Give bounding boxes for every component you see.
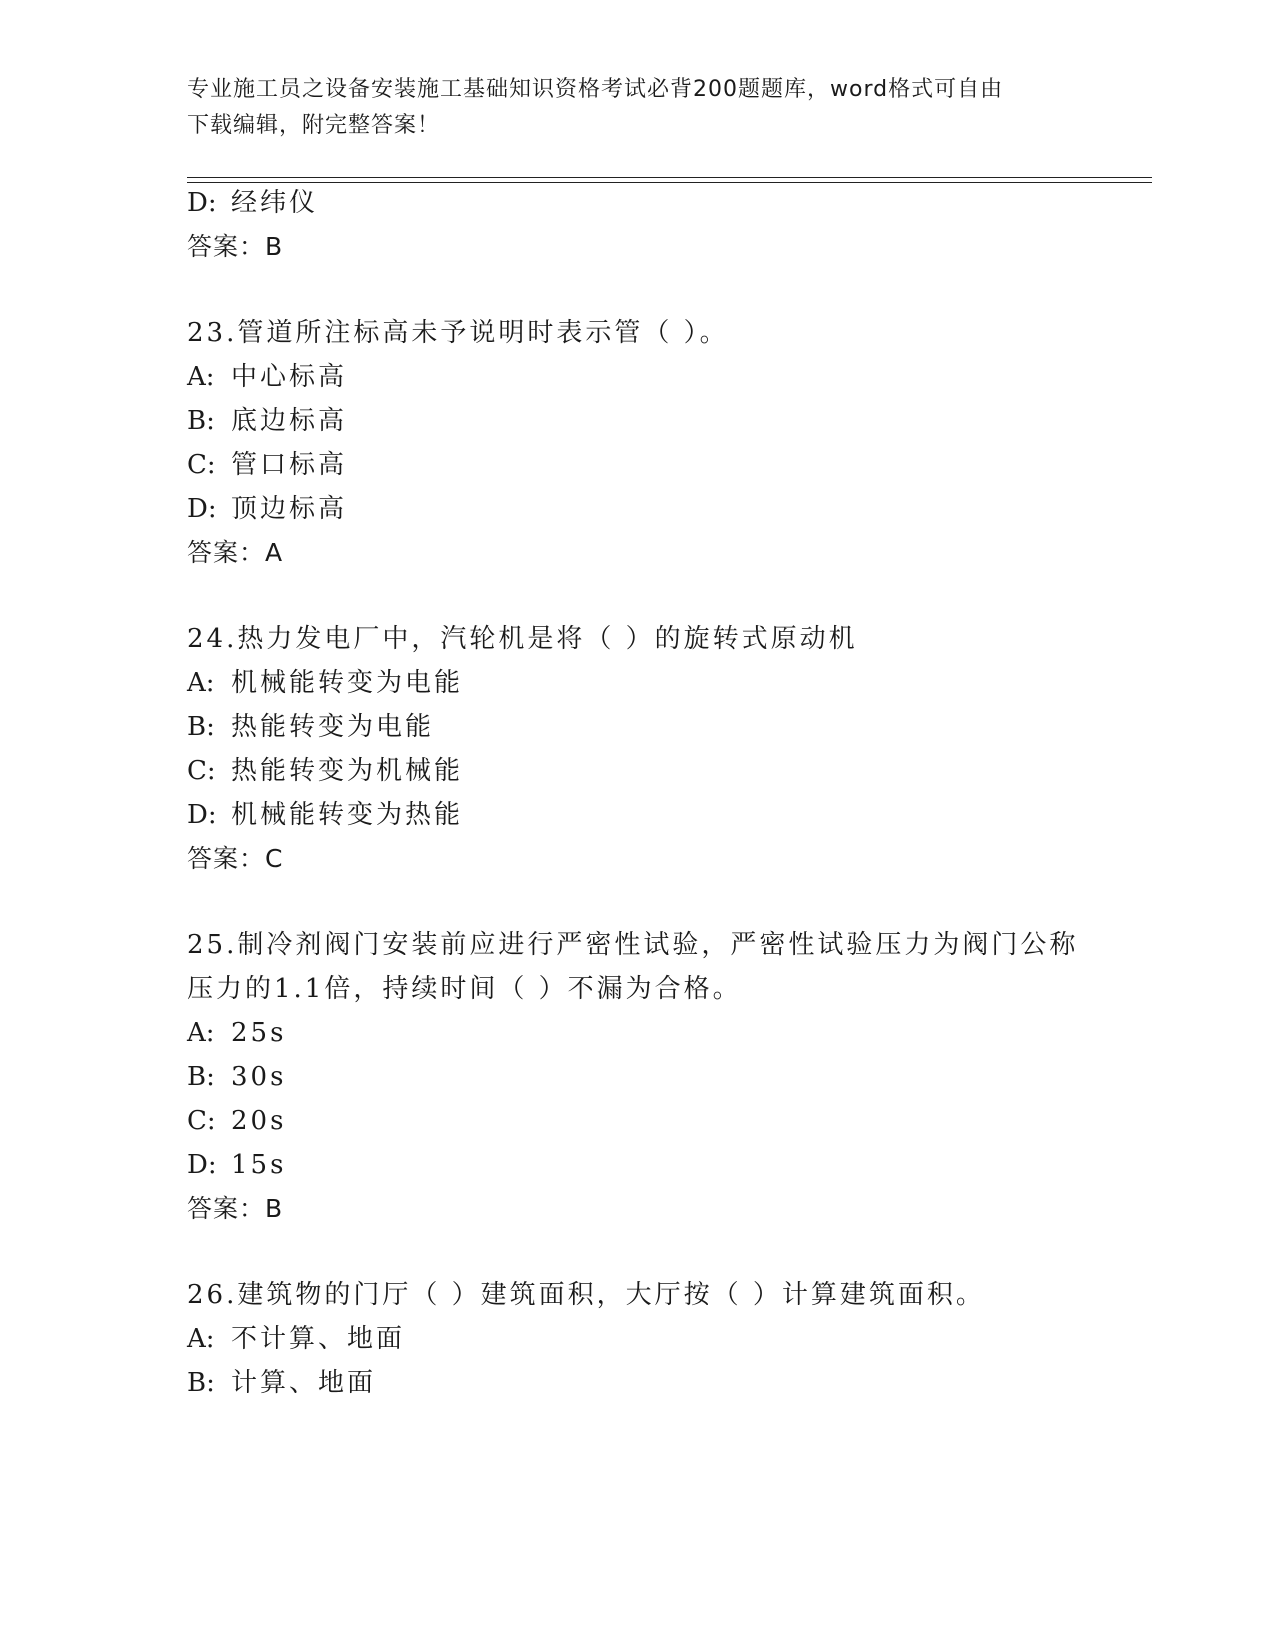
header-title-line-1: 专业施工员之设备安装施工基础知识资格考试必背200题题库，word格式可自由 xyxy=(187,77,1004,102)
option-letter: B: xyxy=(187,1062,215,1092)
question-24-option-b xyxy=(187,712,434,742)
question-25-option-c xyxy=(187,1106,286,1136)
option-letter: D: xyxy=(187,188,217,218)
prev-question-answer: 答案：B xyxy=(187,232,284,261)
option-letter: D: xyxy=(187,494,217,524)
option-letter: C: xyxy=(187,756,216,786)
question-24-option-d xyxy=(187,800,463,830)
option-letter: B: xyxy=(187,712,215,742)
option-text: 机械能转变为电能 xyxy=(231,668,464,698)
question-24-stem: 24.热力发电厂中，汽轮机是将（ ）的旋转式原动机 xyxy=(187,624,858,654)
question-25-option-a xyxy=(187,1018,286,1048)
option-text: 20s xyxy=(231,1106,287,1136)
option-letter: C: xyxy=(187,450,216,480)
question-23-option-c xyxy=(187,450,347,480)
question-25-option-b xyxy=(187,1062,286,1092)
question-26-option-a xyxy=(187,1324,405,1354)
option-text: 30s xyxy=(231,1062,287,1092)
option-text: 机械能转变为热能 xyxy=(231,800,464,830)
question-26-stem: 26.建筑物的门厅（ ）建筑面积，大厅按（ ）计算建筑面积。 xyxy=(187,1280,985,1310)
question-25-stem-line-1: 25.制冷剂阀门安装前应进行严密性试验，严密性试验压力为阀门公称 xyxy=(187,930,1079,960)
option-text: 管口标高 xyxy=(231,450,348,480)
option-text: 热能转变为机械能 xyxy=(231,756,464,786)
header-divider-bottom xyxy=(187,182,1152,183)
option-letter: C: xyxy=(187,1106,216,1136)
prev-question-option-d xyxy=(187,188,318,218)
question-23-option-d xyxy=(187,494,347,524)
question-23-option-b xyxy=(187,406,347,436)
option-letter: D: xyxy=(187,800,217,830)
option-text: 25s xyxy=(231,1018,287,1048)
option-letter: A: xyxy=(187,362,215,392)
option-text: 不计算、地面 xyxy=(231,1324,406,1354)
option-letter: A: xyxy=(187,1324,215,1354)
option-text: 底边标高 xyxy=(231,406,348,436)
option-letter: B: xyxy=(187,1368,215,1398)
option-letter: B: xyxy=(187,406,215,436)
option-text: 顶边标高 xyxy=(231,494,348,524)
question-24-answer: 答案：C xyxy=(187,844,284,873)
question-24-option-c xyxy=(187,756,463,786)
option-letter: A: xyxy=(187,1018,215,1048)
question-25-answer: 答案：B xyxy=(187,1194,284,1223)
option-text: 中心标高 xyxy=(231,362,348,392)
header-divider-top xyxy=(187,177,1152,178)
option-text: 经纬仪 xyxy=(231,188,319,218)
header-title-line-2: 下载编辑，附完整答案！ xyxy=(187,113,441,138)
question-23-answer: 答案：A xyxy=(187,538,284,567)
question-23-stem: 23.管道所注标高未予说明时表示管（ ）。 xyxy=(187,318,729,348)
document-header xyxy=(187,72,1087,144)
option-text: 热能转变为电能 xyxy=(231,712,435,742)
question-26-option-b xyxy=(187,1368,376,1398)
question-25-option-d xyxy=(187,1150,286,1180)
option-letter: D: xyxy=(187,1150,217,1180)
option-letter: A: xyxy=(187,668,215,698)
option-text: 计算、地面 xyxy=(231,1368,377,1398)
option-text: 15s xyxy=(231,1150,287,1180)
question-24-option-a xyxy=(187,668,463,698)
question-25-stem-line-2: 压力的1.1倍，持续时间（ ）不漏为合格。 xyxy=(187,974,742,1004)
question-23-option-a xyxy=(187,362,347,392)
